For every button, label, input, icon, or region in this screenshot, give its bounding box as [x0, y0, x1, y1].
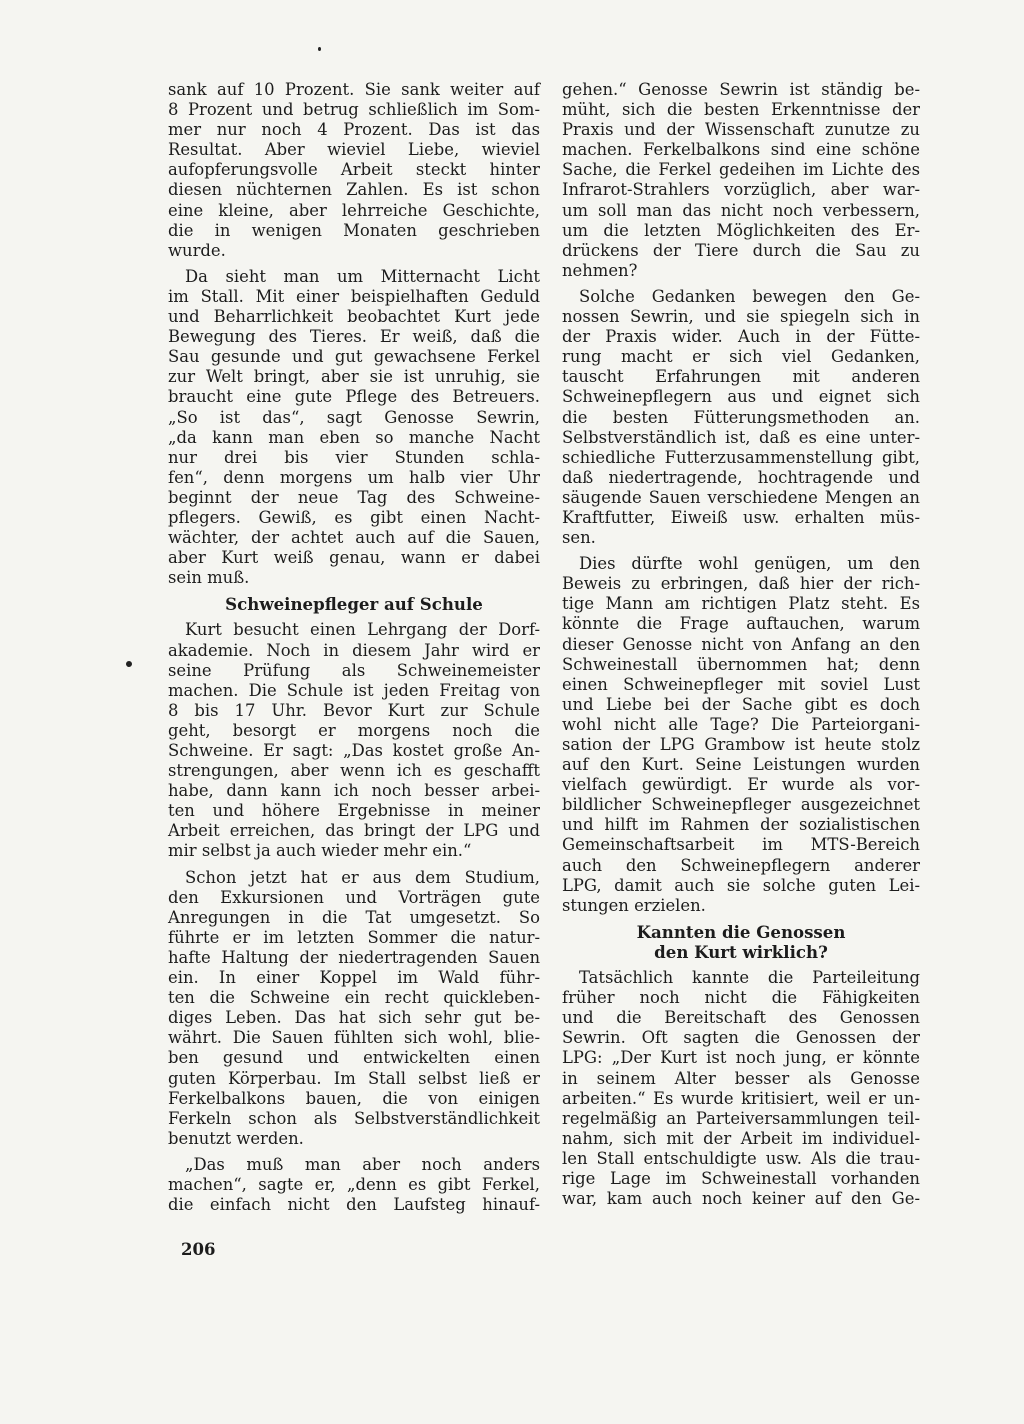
text-line: gehen.“ Genosse Sewrin ist ständig be- — [562, 80, 920, 99]
text-line: nahm, sich mit der Arbeit im individuel- — [562, 1128, 920, 1148]
text-line: Sache, die Ferkel gedeihen im Lichte des — [562, 160, 920, 180]
text-line: zur Welt bringt, aber sie ist unruhig, sie — [168, 367, 540, 387]
text-line: früher noch nicht die Fähigkeiten — [562, 988, 920, 1008]
text-line: tauscht Erfahrungen mit anderen — [562, 367, 920, 387]
text-line: Solche Gedanken bewegen den Ge- — [579, 286, 920, 306]
text-line: in seinem Alter besser als Genosse — [562, 1068, 920, 1088]
text-line: fen“, denn morgens um halb vier Uhr — [168, 467, 540, 487]
text-line: machen. Ferkelbalkons sind eine schöne — [562, 140, 920, 160]
right-text-column — [562, 80, 920, 1209]
text-line: die in wenigen Monaten geschrieben — [168, 220, 540, 240]
text-line: Tatsächlich kannte die Parteileitung — [579, 968, 920, 988]
page-number: 206 — [181, 1240, 216, 1259]
text-line: mer nur noch 4 Prozent. Das ist das — [168, 120, 540, 140]
text-line: 8 bis 17 Uhr. Bevor Kurt zur Schule — [168, 700, 540, 720]
text-line: ben gesund und entwickelten einen — [168, 1048, 540, 1068]
text-line: und hilft im Rahmen der sozialistischen — [562, 815, 920, 835]
text-line: „Das muß man aber noch anders — [185, 1154, 540, 1174]
text-line: 8 Prozent und betrug schließlich im Som- — [168, 100, 540, 120]
text-line: Arbeit erreichen, das bringt der LPG und — [168, 821, 540, 841]
text-line: Da sieht man um Mitternacht Licht — [185, 266, 540, 286]
text-line: strengungen, aber wenn ich es geschafft — [168, 761, 540, 781]
text-line: Anregungen in die Tat umgesetzt. So — [168, 907, 540, 927]
text-line: rung macht er sich viel Gedanken, — [562, 347, 920, 367]
text-line: tige Mann am richtigen Platz steht. Es — [562, 594, 920, 614]
text-line: pflegers. Gewiß, es gibt einen Nacht- — [168, 507, 540, 527]
text-line: machen. Die Schule ist jeden Freitag von — [168, 680, 540, 700]
text-line: stungen erzielen. — [562, 895, 706, 915]
text-line: eine kleine, aber lehrreiche Geschichte, — [168, 200, 540, 220]
text-line: Ferkelbalkons bauen, die von einigen — [168, 1088, 540, 1108]
text-line: Schweine. Er sagt: „Das kostet große An- — [168, 741, 540, 760]
left-text-column — [168, 80, 540, 1215]
text-line: schiedliche Futterzusammenstellung gibt, — [562, 447, 920, 467]
text-line: einen Schweinepfleger mit soviel Lust — [562, 674, 920, 694]
text-line: braucht eine gute Pflege des Betreuers. — [168, 387, 540, 407]
text-line: geht, besorgt er morgens noch die — [168, 720, 540, 740]
text-line: Gemeinschaftsarbeit im MTS-Bereich — [562, 835, 920, 855]
text-line: Infrarot-Strahlers vorzüglich, aber war- — [562, 180, 920, 200]
text-line: Schweinestall übernommen hat; denn — [562, 654, 920, 674]
text-line: Schon jetzt hat er aus dem Studium, — [185, 867, 540, 887]
text-line: arbeiten.“ Es wurde kritisiert, weil er un- — [562, 1088, 920, 1108]
text-line: drückens der Tiere durch die Sau zu — [562, 240, 920, 260]
text-line: LPG, damit auch sie solche guten Lei- — [562, 875, 920, 895]
text-line: hafte Haltung der niedertragenden Sauen — [168, 947, 540, 967]
text-line: die besten Fütterungsmethoden an. — [562, 407, 920, 427]
text-line: um soll man das nicht noch verbessern, — [562, 200, 920, 220]
text-line: wurde. — [168, 240, 226, 260]
text-line: aufopferungsvolle Arbeit steckt hinter — [168, 160, 540, 180]
text-line: daß niedertragende, hochtragende und — [562, 467, 920, 487]
text-line: Sau gesunde und gut gewachsene Ferkel — [168, 347, 540, 367]
text-line: wohl nicht alle Tage? Die Parteiorgani- — [562, 714, 920, 734]
text-line: sein muß. — [168, 568, 250, 588]
text-line: „So ist das“, sagt Genosse Sewrin, — [168, 407, 540, 427]
text-line: auf den Kurt. Seine Leistungen wurden — [562, 755, 920, 775]
text-line: ten die Schweine ein recht quickleben- — [168, 988, 540, 1008]
text-line: um die letzten Möglichkeiten des Er- — [562, 220, 920, 240]
text-line: Beweis zu erbringen, daß hier der rich- — [562, 574, 920, 594]
text-line: dieser Genosse nicht von Anfang an den — [562, 634, 920, 654]
text-line: diesen nüchternen Zahlen. Es ist schon — [168, 180, 540, 200]
text-line: len Stall entschuldigte usw. Als die trau- — [562, 1148, 920, 1168]
text-line: nur drei bis vier Stunden schla- — [168, 447, 540, 467]
text-line: beginnt der neue Tag des Schweine- — [168, 487, 540, 507]
text-line: wächter, der achtet auch auf die Sauen, — [168, 528, 540, 548]
text-line: der Praxis wider. Auch in der Fütte- — [562, 327, 920, 347]
text-line: seine Prüfung als Schweinemeister — [168, 660, 540, 680]
text-line: Kurt besucht einen Lehrgang der Dorf- — [185, 620, 540, 640]
text-line: benutzt werden. — [168, 1128, 304, 1148]
text-line: säugende Sauen verschiedene Mengen an — [562, 487, 920, 507]
text-line: guten Körperbau. Im Stall selbst ließ er — [168, 1068, 540, 1088]
text-line: ein. In einer Koppel im Wald führ- — [168, 968, 540, 988]
text-line: mir selbst ja auch wieder mehr ein.“ — [168, 841, 472, 861]
text-line: nossen Sewrin, und sie spiegeln sich in — [562, 307, 920, 327]
print-speck — [318, 47, 321, 51]
text-line: „da kann man eben so manche Nacht — [168, 427, 540, 447]
text-line: und Liebe bei der Sache gibt es doch — [562, 694, 920, 714]
text-line: rige Lage im Schweinestall vorhanden — [562, 1168, 920, 1188]
text-line: akademie. Noch in diesem Jahr wird er — [168, 640, 540, 660]
text-line: sen. — [562, 528, 596, 548]
text-line: währt. Die Sauen fühlten sich wohl, blie- — [168, 1028, 540, 1048]
text-line: vielfach gewürdigt. Er wurde als vor- — [562, 775, 920, 795]
text-line: Schweinepflegern aus und eignet sich — [562, 387, 920, 407]
text-line: regelmäßig an Parteiversammlungen teil- — [562, 1108, 920, 1128]
text-line: war, kam auch noch keiner auf den Ge- — [562, 1189, 920, 1209]
text-line: Dies dürfte wohl genügen, um den — [579, 554, 920, 574]
text-line: und Beharrlichkeit beobachtet Kurt jede — [168, 307, 540, 327]
text-line: Resultat. Aber wieviel Liebe, wieviel — [168, 140, 540, 160]
text-line: Bewegung des Tieres. Er weiß, daß die — [168, 327, 540, 347]
text-line: müht, sich die besten Erkenntnisse der — [562, 100, 920, 120]
print-speck — [126, 661, 132, 667]
text-line: Sewrin. Oft sagten die Genossen der — [562, 1028, 920, 1048]
text-line: diges Leben. Das hat sich sehr gut be- — [168, 1008, 540, 1028]
text-line: ten und höhere Ergebnisse in meiner — [168, 801, 540, 821]
text-line: und die Bereitschaft des Genossen — [562, 1008, 920, 1028]
section-heading: Schweinepfleger auf Schule — [225, 594, 483, 615]
section-heading: Kannten die Genossen — [636, 921, 846, 942]
text-line: Ferkeln schon als Selbstverständlichkeit — [168, 1108, 540, 1128]
text-line: könnte die Frage auftauchen, warum — [562, 614, 920, 634]
text-line: aber Kurt weiß genau, wann er dabei — [168, 548, 540, 568]
text-line: Selbstverständlich ist, daß es eine unter- — [562, 427, 920, 447]
text-line: den Exkursionen und Vorträgen gute — [168, 887, 540, 907]
text-line: habe, dann kann ich noch besser arbei- — [168, 781, 540, 801]
text-line: nehmen? — [562, 260, 638, 280]
section-heading: den Kurt wirklich? — [654, 941, 828, 962]
text-line: machen“, sagte er, „denn es gibt Ferkel, — [168, 1174, 540, 1194]
text-line: Praxis und der Wissenschaft zunutze zu — [562, 120, 920, 140]
text-line: Kraftfutter, Eiweiß usw. erhalten müs- — [562, 507, 920, 527]
text-line: führte er im letzten Sommer die natur- — [168, 927, 540, 947]
text-line: sank auf 10 Prozent. Sie sank weiter auf — [168, 80, 540, 99]
text-line: im Stall. Mit einer beispielhaften Geduld — [168, 286, 540, 306]
text-line: auch den Schweinepflegern anderer — [562, 855, 920, 875]
text-line: LPG: „Der Kurt ist noch jung, er könnte — [562, 1048, 920, 1068]
text-line: bildlicher Schweinepfleger ausgezeichnet — [562, 795, 920, 815]
text-line: die einfach nicht den Laufsteg hinauf- — [168, 1195, 540, 1215]
text-line: sation der LPG Grambow ist heute stolz — [562, 735, 920, 754]
